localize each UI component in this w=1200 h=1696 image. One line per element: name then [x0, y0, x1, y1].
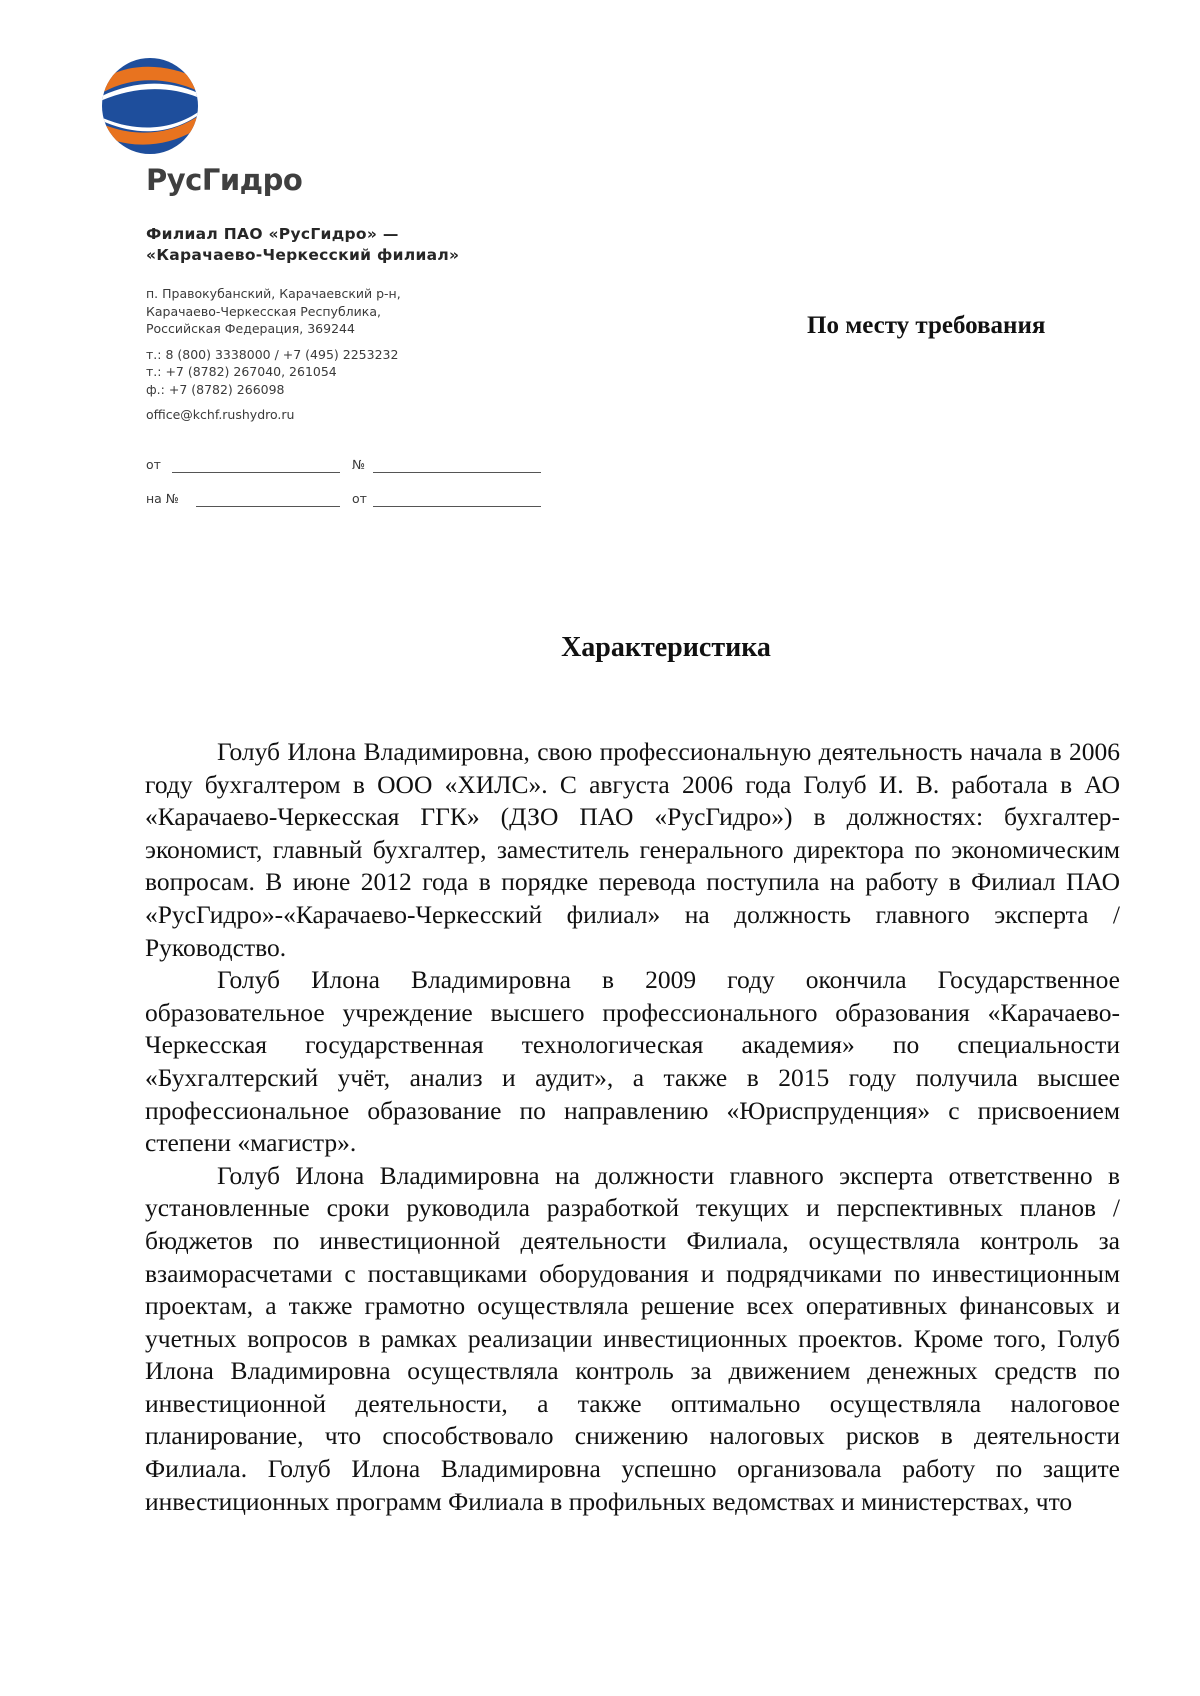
branch-name-line: Филиал ПАО «РусГидро» — — [146, 225, 399, 243]
address-line: Российская Федерация, 369244 — [146, 321, 355, 336]
phone-line: т.: 8 (800) 3338000 / +7 (495) 2253232 — [146, 346, 399, 362]
document-title: Характеристика — [561, 632, 771, 663]
body-paragraph: Голуб Илона Владимировна, свою профессиональную деятельность начала в 2006 году бухгалтером в ООО «ХИЛС». С августа 2006 года Голуб И. В. работала в АО «Карачаево-Черкесская ГГК» (ДЗО ПАО «РусГидро») в должностях: бухгалтер-экономист, главный бухгалтер, заместитель генерального директора по экономическим вопросам. В июне 2012 года в порядке перевода поступила на работу в Филиал ПАО «РусГидро»-«Карачаево-Черкесский филиал» на должность главного эксперта / Руководство. — [145, 737, 1120, 962]
date-label: от — [146, 457, 161, 472]
email-address: office@kchf.rushydro.ru — [146, 407, 295, 422]
branch-name — [146, 224, 459, 266]
ref-number-field[interactable] — [196, 506, 340, 507]
address-line: Карачаево-Черкесская Республика, — [146, 303, 381, 319]
ref-number-label: на № — [146, 491, 179, 506]
ref-date-field[interactable] — [373, 506, 541, 507]
phone-line: т.: +7 (8782) 267040, 261054 — [146, 364, 337, 379]
number-field[interactable] — [373, 472, 541, 473]
rushydro-logo — [100, 56, 200, 156]
addressee: По месту требования — [807, 312, 1046, 339]
date-field[interactable] — [172, 472, 340, 473]
ref-date-label: от — [352, 491, 367, 506]
body-paragraph: Голуб Илона Владимировна на должности главного эксперта ответственно в установленные сроки руководила разработкой текущих и перспективных планов / бюджетов по инвестиционной деятельности Филиала, осуществляла контроль за взаиморасчетами с поставщиками оборудования и подрядчиками по инвестиционным проектам, а также грамотно осуществляла решение всех оперативных финансовых и учетных вопросов в рамках реализации инвестиционных проектов. Кроме того, Голуб Илона Владимировна осуществляла контроль за движением денежных средств по инвестиционной деятельности, а также оптимально осуществляла налоговое планирование, что способствовало снижению налоговых рисков в деятельности Филиала. Голуб Илона Владимировна успешно организовала работу по защите инвестиционных программ Филиала в профильных ведомствах и министерствах, что — [145, 1160, 1120, 1516]
address-line: п. Правокубанский, Карачаевский р-н, — [146, 286, 401, 301]
body-paragraph: Голуб Илона Владимировна в 2009 году окончила Государственное образовательное учреждение высшего профессионального образования «Карачаево-Черкесская государственная технологическая академия» по специальности «Бухгалтерский учёт, анализ и аудит», а также в 2015 году получила высшее профессиональное образование по направлению «Юриспруденция» с присвоением степени «магистр». — [145, 965, 1120, 1158]
number-label: № — [352, 457, 366, 472]
brand-name: РусГидро — [146, 163, 303, 197]
branch-name-line: «Карачаево-Черкесский филиал» — [146, 246, 460, 264]
contact-block — [146, 285, 401, 424]
document-body — [145, 736, 1120, 1518]
fax-line: ф.: +7 (8782) 266098 — [146, 381, 285, 397]
